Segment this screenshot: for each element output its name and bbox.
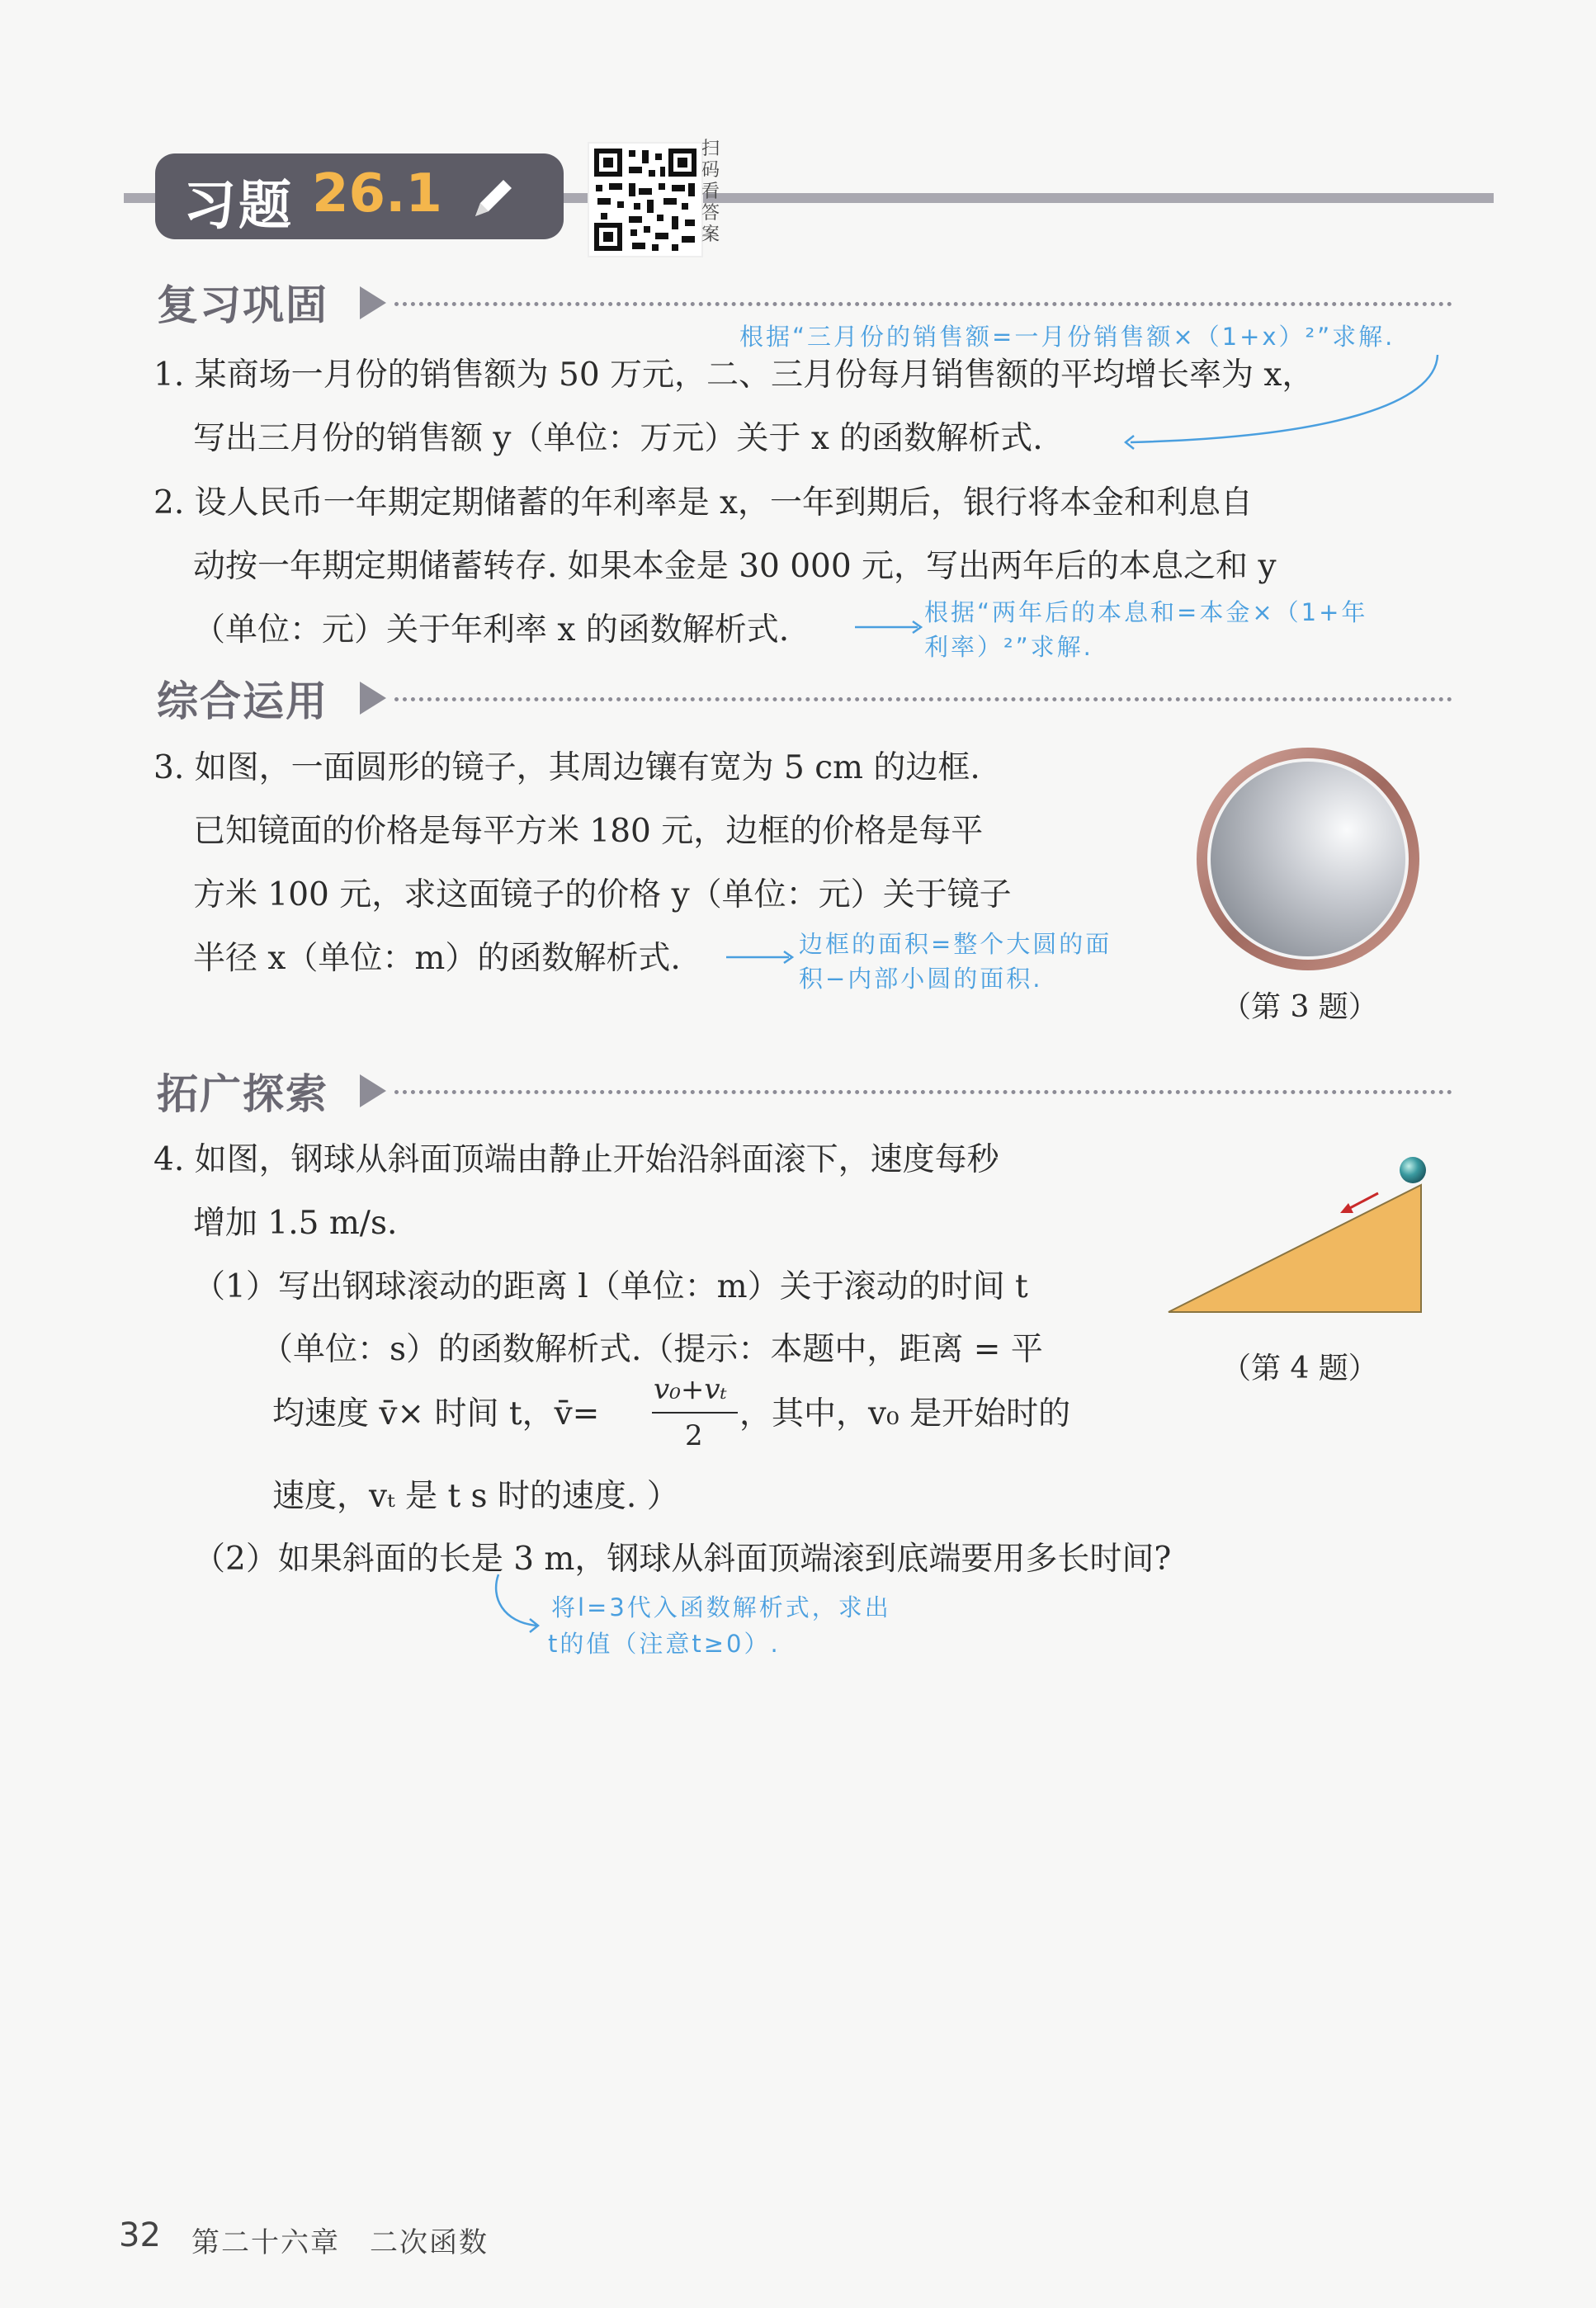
problem-4-sub2: （2）如果斜面的长是 3 m，钢球从斜面顶端滚到底端要用多长时间? bbox=[193, 1541, 1172, 1578]
annotation-arrow bbox=[855, 617, 924, 637]
problem-4-sub1-line-3a: 均速度 v̄× 时间 t，v̄= bbox=[272, 1395, 600, 1432]
mirror-figure bbox=[1188, 739, 1428, 979]
annotation-p1: 根据“三月份的销售额=一月份销售额×（1+x）²”求解. bbox=[739, 323, 1395, 351]
problem-4-sub1-line-4: 速度，vₜ 是 t s 时的速度. ） bbox=[272, 1478, 679, 1515]
annotation-p2-line-1: 根据“两年后的本息和=本金×（1+年 bbox=[924, 598, 1368, 626]
problem-3-line-1: 3. 如图，一面圆形的镜子，其周边镶有宽为 5 cm 的边框. bbox=[153, 749, 980, 786]
section-title-apply: 综合运用 bbox=[157, 677, 328, 725]
section-title-review: 复习巩固 bbox=[157, 281, 328, 329]
problem-2-line-1: 2. 设人民币一年期定期储蓄的年利率是 x，一年到期后，银行将本金和利息自 bbox=[153, 484, 1253, 522]
section-title-explore: 拓广探索 bbox=[157, 1070, 328, 1118]
section-arrow-icon bbox=[360, 286, 386, 319]
section-divider bbox=[394, 1090, 1452, 1094]
ramp-figure bbox=[1164, 1152, 1436, 1322]
exercise-title: 习题 bbox=[183, 176, 294, 237]
scan-for-answers-label: 扫 码 看 答 案 bbox=[701, 139, 720, 245]
section-arrow-icon bbox=[360, 1074, 386, 1107]
annotation-p3-line-1: 边框的面积=整个大圆的面 bbox=[799, 930, 1112, 958]
annotation-arrow bbox=[487, 1573, 545, 1637]
pencil-icon bbox=[467, 172, 520, 224]
problem-4-sub1-line-3b: ，其中，v₀ 是开始时的 bbox=[739, 1395, 1071, 1432]
annotation-arrow bbox=[726, 947, 796, 967]
qr-code-icon[interactable] bbox=[588, 142, 703, 257]
problem-3-line-3: 方米 100 元，求这面镜子的价格 y（单位：元）关于镜子 bbox=[193, 876, 1012, 913]
annotation-p4-line-1: 将l=3代入函数解析式，求出 bbox=[551, 1593, 891, 1621]
problem-2-line-3: （单位：元）关于年利率 x 的函数解析式. bbox=[193, 611, 790, 649]
annotation-p4-line-2: t的值（注意t≥0）. bbox=[548, 1630, 781, 1658]
problem-1-line-1: 1. 某商场一月份的销售额为 50 万元，二、三月份每月销售额的平均增长率为 x， bbox=[153, 356, 1315, 394]
annotation-p3-line-2: 积−内部小圆的面积. bbox=[799, 965, 1043, 993]
section-divider bbox=[394, 697, 1452, 701]
fraction-bar bbox=[652, 1412, 738, 1414]
fraction-numerator: v₀+vₜ bbox=[654, 1373, 727, 1406]
section-arrow-icon bbox=[360, 682, 386, 715]
fraction-denominator: 2 bbox=[685, 1419, 703, 1452]
section-divider bbox=[394, 302, 1452, 306]
annotation-p2-line-2: 利率）²”求解. bbox=[924, 633, 1093, 661]
problem-2-line-2: 动按一年期定期储蓄转存. 如果本金是 30 000 元，写出两年后的本息之和 y bbox=[193, 548, 1277, 585]
problem-4-sub1-line-2: （单位：s）的函数解析式.（提示：本题中，距离 = 平 bbox=[261, 1331, 1043, 1368]
problem-4-line-1: 4. 如图，钢球从斜面顶端由静止开始沿斜面滚下，速度每秒 bbox=[153, 1141, 999, 1178]
page-number: 32 bbox=[119, 2216, 161, 2254]
figure-3-caption: （第 3 题） bbox=[1221, 990, 1378, 1024]
problem-1-line-2: 写出三月份的销售额 y（单位：万元）关于 x 的函数解析式. bbox=[193, 420, 1043, 457]
exercise-number: 26.1 bbox=[312, 163, 442, 224]
problem-4-sub1-line-1: （1）写出钢球滚动的距离 l（单位：m）关于滚动的时间 t bbox=[193, 1268, 1028, 1305]
problem-3-line-2: 已知镜面的价格是每平方米 180 元，边框的价格是每平 bbox=[193, 813, 984, 850]
figure-4-caption: （第 4 题） bbox=[1221, 1352, 1378, 1385]
problem-4-line-2: 增加 1.5 m/s. bbox=[193, 1205, 398, 1242]
chapter-title: 第二十六章 二次函数 bbox=[191, 2226, 489, 2259]
problem-3-line-4: 半径 x（单位：m）的函数解析式. bbox=[193, 940, 681, 977]
